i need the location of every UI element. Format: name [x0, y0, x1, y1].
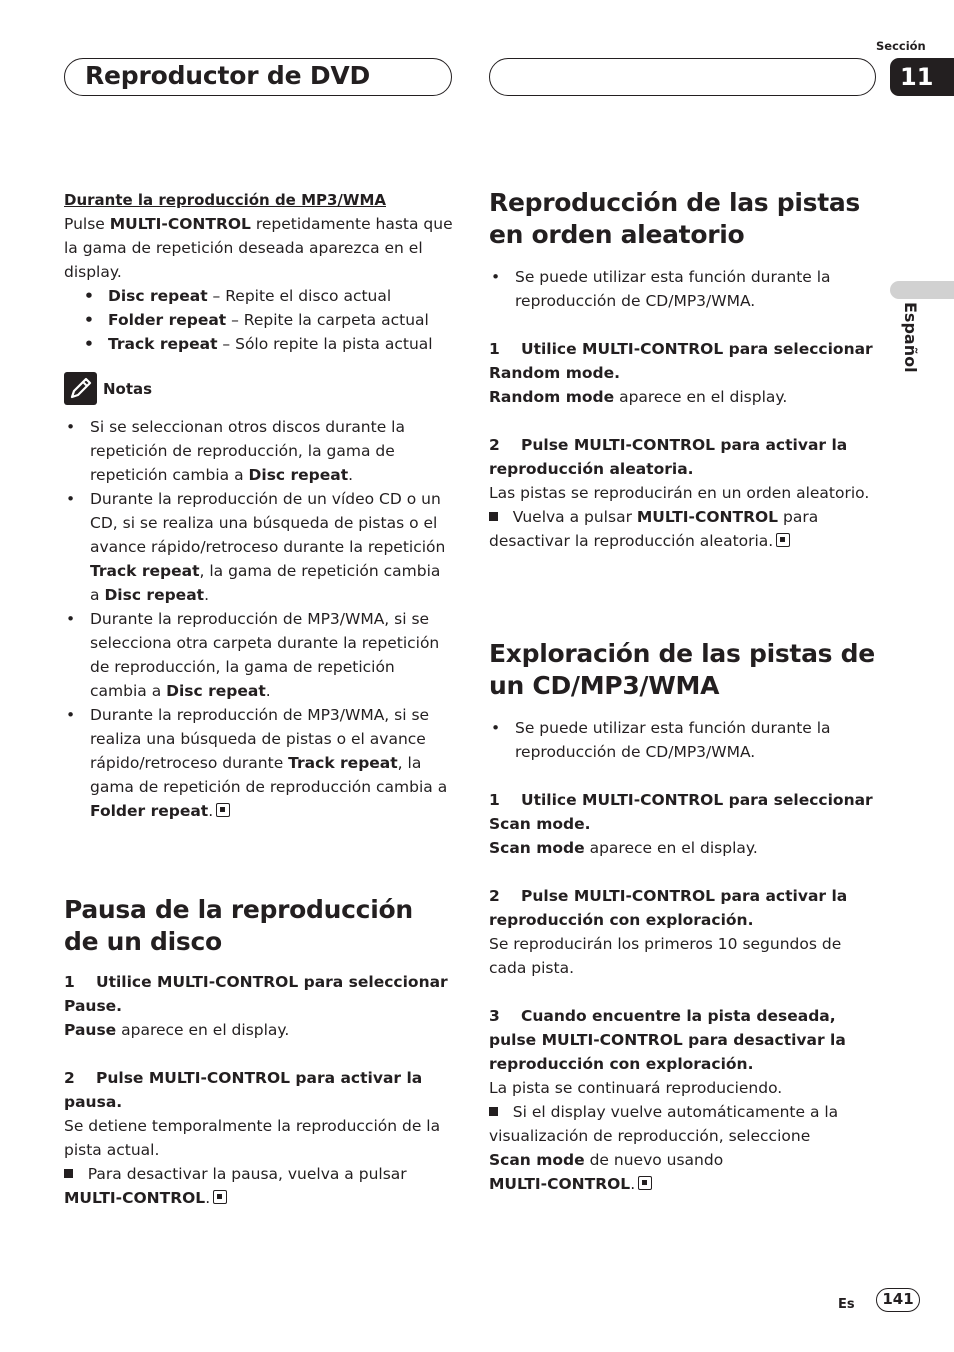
- notes-label: Notas: [103, 379, 153, 398]
- end-mark-icon: [213, 1190, 227, 1204]
- square-bullet-icon: [64, 1169, 73, 1178]
- scan-step-2-result: Se reproducirán los primeros 10 segundos de cada pista.: [489, 935, 842, 977]
- pause-heading: Pausa de la reproducción de un disco: [64, 895, 413, 956]
- list-item: • Folder repeat – Repite la carpeta actual: [64, 308, 454, 332]
- scan-bullets: [489, 716, 879, 764]
- header-blank-box: [489, 58, 876, 96]
- pause-step-2: 2 Pulse MULTI-CONTROL para activar la pausa.: [64, 1069, 423, 1111]
- repeat-subheading: Durante la reproducción de MP3/WMA: [64, 191, 386, 209]
- end-mark-icon: [776, 533, 790, 547]
- section-number: 11: [890, 58, 954, 96]
- repeat-range-list: [64, 284, 454, 356]
- end-mark-icon: [216, 803, 230, 817]
- side-language-label: Español: [901, 302, 920, 373]
- list-item: • Disc repeat – Repite el disco actual: [64, 284, 454, 308]
- random-step-1-result: Random mode aparece en el display.: [489, 388, 788, 406]
- right-column: [489, 187, 879, 553]
- random-heading: Reproducción de las pistas en orden aleatorio: [489, 188, 861, 249]
- scan-step-3: 3 Cuando encuentre la pista deseada, pulse MULTI-CONTROL para desactivar la reproducción con exploración.: [489, 1007, 846, 1073]
- scan-step-1-result: Scan mode aparece en el display.: [489, 839, 758, 857]
- section-label: Sección: [876, 39, 926, 53]
- random-step-2-result: Las pistas se reproducirán en un orden aleatorio.: [489, 484, 870, 502]
- pause-step-2-result: Se detiene temporalmente la reproducción de la pista actual.: [64, 1117, 441, 1159]
- square-bullet-icon: [489, 512, 498, 521]
- footer-language: Es: [838, 1297, 855, 1312]
- scan-heading: Exploración de las pistas de un CD/MP3/WMA: [489, 639, 875, 700]
- notes-header: [64, 372, 454, 405]
- chapter-title: Reproductor de DVD: [85, 61, 371, 90]
- square-bullet-icon: [489, 1107, 498, 1116]
- scan-section: [489, 638, 879, 1196]
- side-language: [888, 302, 938, 392]
- pause-note: Para desactivar la pausa, vuelva a pulsar: [64, 1162, 454, 1186]
- repeat-instruction: Pulse MULTI-CONTROL repetidamente hasta que la gama de repetición deseada aparezca en el display.: [64, 215, 453, 281]
- notes-list: [64, 415, 454, 823]
- scan-step-1: 1 Utilice MULTI-CONTROL para seleccionar Scan mode.: [489, 791, 873, 833]
- page-number: 141: [876, 1288, 920, 1312]
- list-item: • Durante la reproducción de MP3/WMA, si se realiza una búsqueda de pistas o el avance rápido/retroceso durante Track repeat, la gama de repetición de reproducción cambia a Folder repeat.: [64, 703, 454, 823]
- language-tab: [890, 281, 954, 299]
- pause-step-1: 1 Utilice MULTI-CONTROL para seleccionar Pause.: [64, 973, 448, 1015]
- random-step-1: 1 Utilice MULTI-CONTROL para seleccionar Random mode.: [489, 340, 873, 382]
- random-bullets: [489, 265, 879, 313]
- scan-step-2: 2 Pulse MULTI-CONTROL para activar la reproducción con exploración.: [489, 887, 848, 929]
- list-item: • Se puede utilizar esta función durante la reproducción de CD/MP3/WMA.: [489, 265, 879, 313]
- list-item: • Durante la reproducción de un vídeo CD o un CD, si se realiza una búsqueda de pistas o el avance rápido/retroceso durante la repetición Track repeat, la gama de repetición cambia a Disc repeat.: [64, 487, 454, 607]
- scan-note-cont: Scan mode de nuevo usando: [489, 1151, 724, 1169]
- scan-note-end: MULTI-CONTROL.: [489, 1172, 879, 1196]
- list-item: • Track repeat – Sólo repite la pista actual: [64, 332, 454, 356]
- list-item: • Durante la reproducción de MP3/WMA, si se selecciona otra carpeta durante la repetición de reproducción, la gama de repetición cambia a Disc repeat.: [64, 607, 454, 703]
- pencil-icon: [64, 372, 97, 405]
- random-step-2: 2 Pulse MULTI-CONTROL para activar la reproducción aleatoria.: [489, 436, 848, 478]
- left-column: [64, 188, 454, 823]
- end-mark-icon: [638, 1176, 652, 1190]
- list-item: • Si se seleccionan otros discos durante la repetición de reproducción, la gama de repetición cambia a Disc repeat.: [64, 415, 454, 487]
- pause-step-1-result: Pause aparece en el display.: [64, 1021, 290, 1039]
- random-note: Vuelva a pulsar MULTI-CONTROL para desactivar la reproducción aleatoria.: [489, 508, 819, 550]
- pause-section: [64, 894, 454, 1210]
- pause-note-cont: MULTI-CONTROL.: [64, 1186, 454, 1210]
- scan-step-3-result: La pista se continuará reproduciendo.: [489, 1079, 783, 1097]
- scan-note: Si el display vuelve automáticamente a la visualización de reproducción, seleccione: [489, 1103, 839, 1145]
- chapter-header: [64, 58, 452, 96]
- list-item: • Se puede utilizar esta función durante la reproducción de CD/MP3/WMA.: [489, 716, 879, 764]
